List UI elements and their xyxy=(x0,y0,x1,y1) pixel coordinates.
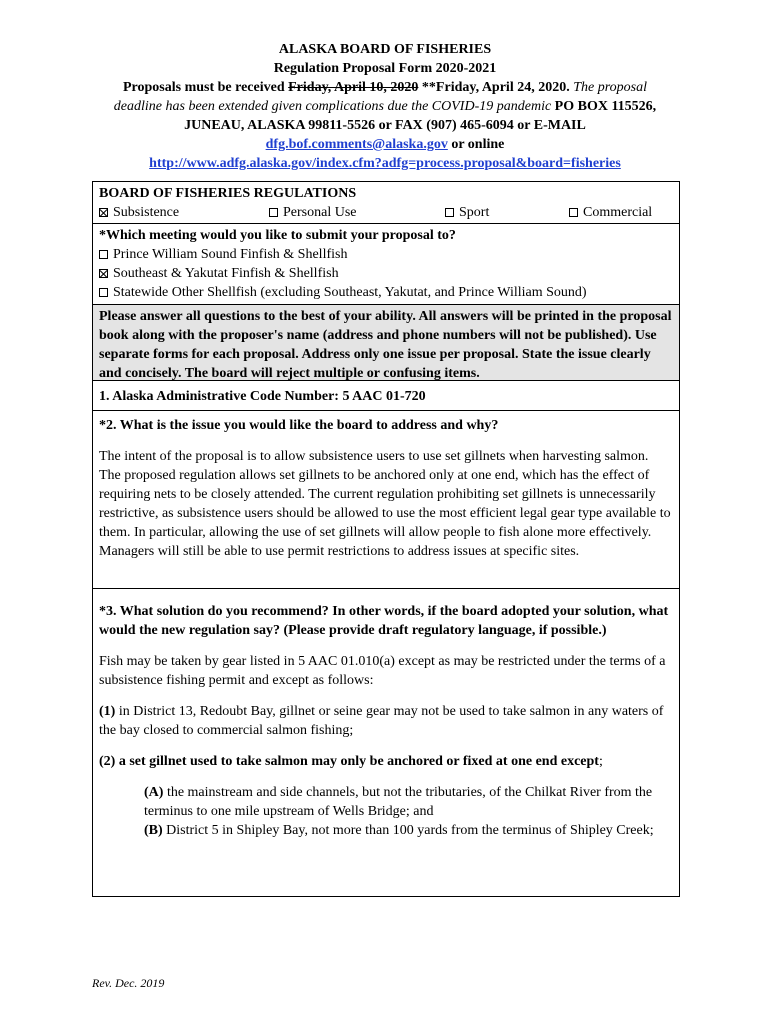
option-label: Personal Use xyxy=(283,205,357,220)
checkbox-icon[interactable] xyxy=(269,208,278,217)
regulations-section xyxy=(93,182,679,224)
deadline-note: The proposal xyxy=(569,80,647,95)
deadline-prefix: Proposals must be received xyxy=(122,80,289,95)
subitem-b xyxy=(144,821,673,840)
checkbox-icon[interactable] xyxy=(99,250,108,259)
option-label: Subsistence xyxy=(113,205,180,220)
item-text: in District 13, Redoubt Bay, gillnet or seine gear may not be used to take salmon in any waters of the bay closed to commercial salmon fishing; xyxy=(99,704,664,738)
option-label: Statewide Other Shellfish (excluding Southeast, Yakutat, and Prince William Sound) xyxy=(113,285,587,300)
item-label: (1) xyxy=(99,704,116,719)
meeting-option-statewide[interactable] xyxy=(99,283,673,302)
item-text: the mainstream and side channels, but not the tributaries, of the Chilkat River from the terminus to one mile upstream of Wells Bridge; and xyxy=(144,785,653,819)
option-commercial[interactable] xyxy=(569,203,652,222)
po-box: PO BOX 115526, xyxy=(554,99,657,114)
email-link[interactable]: dfg.bof.comments@alaska.gov xyxy=(265,137,448,152)
answer-3-item-2 xyxy=(99,752,673,771)
email-line xyxy=(60,135,710,154)
question-3: *3. What solution do you recommend? In other words, if the board adopted your solution, what would the new regulation say? (Please provide draft regulatory language, if possible.) xyxy=(99,604,669,638)
answer-3-subitems xyxy=(99,783,673,840)
covid-note: deadline has been extended given complications due the COVID-19 pandemic xyxy=(113,99,555,114)
question-2: *2. What is the issue you would like the board to address and why? xyxy=(99,418,499,433)
online-url-link[interactable]: http://www.adfg.alaska.gov/index.cfm?adfg=process.proposal&board=fisheries xyxy=(149,156,621,171)
instructions-box: Please answer all questions to the best of your ability. All answers will be printed in the proposal book along with the proposer's name (address and phone numbers will not be published). Use separate forms for each proposal. Address only one issue per proposal. State the issue clearly and concisely. The board will reject multiple or confusing items. xyxy=(93,305,679,381)
meeting-section xyxy=(93,224,679,305)
form-title: Regulation Proposal Form 2020-2021 xyxy=(273,61,497,76)
revision-footer: Rev. Dec. 2019 xyxy=(92,976,165,990)
meeting-option-southeast[interactable] xyxy=(99,264,673,283)
option-label: Southeast & Yakutat Finfish & Shellfish xyxy=(113,266,339,281)
email-suffix: or online xyxy=(447,137,505,152)
meeting-question: *Which meeting would you like to submit your proposal to? xyxy=(99,228,456,243)
old-deadline: Friday, April 10, 2020 xyxy=(288,80,419,95)
answer-3-item-1 xyxy=(99,702,673,740)
item-tail: ; xyxy=(598,754,603,769)
deadline-note-line xyxy=(60,97,710,116)
item-text: (2) a set gillnet used to take salmon may only be anchored or fixed at one end except xyxy=(99,754,599,769)
checkbox-icon[interactable] xyxy=(99,288,108,297)
item-label: (B) xyxy=(144,823,163,838)
address-line: JUNEAU, ALASKA 99811-5526 or FAX (907) 465-6094 or E-MAIL xyxy=(184,118,586,133)
proposal-form xyxy=(92,181,680,897)
question-1: 1. Alaska Administrative Code Number: 5 AAC 01-720 xyxy=(93,381,679,411)
new-deadline: **Friday, April 24, 2020. xyxy=(418,80,570,95)
checkbox-checked-icon[interactable] xyxy=(99,269,108,278)
regulation-type-options xyxy=(99,203,673,222)
meeting-option-pws[interactable] xyxy=(99,245,673,264)
option-label: Commercial xyxy=(583,205,653,220)
checkbox-checked-icon[interactable] xyxy=(99,208,108,217)
agency-title: ALASKA BOARD OF FISHERIES xyxy=(278,42,492,57)
question-2-section xyxy=(93,411,679,589)
answer-3-intro: Fish may be taken by gear listed in 5 AAC 01.010(a) except as may be restricted under the terms of a subsistence fishing permit and except as follows: xyxy=(99,654,666,688)
item-text: District 5 in Shipley Bay, not more than 100 yards from the terminus of Shipley Creek; xyxy=(162,823,654,838)
answer-2: The intent of the proposal is to allow subsistence users to use set gillnets when harvesting salmon. The proposed regulation allows set gillnets to be anchored only at one end, which has the effect of requiring nets to be closely attended. The current regulation prohibiting set gillnets is unnecessarily restrictive, as subsistence users should be allowed to use the most efficient legal gear type available to them. In particular, allowing the use of set gillnets will allow people to fish alone more effectively. Managers will still be able to use permit restrictions to address issues at specific sites. xyxy=(99,449,671,559)
item-label: (A) xyxy=(144,785,164,800)
option-label: Sport xyxy=(459,205,490,220)
subitem-a xyxy=(144,783,673,821)
regulations-title: BOARD OF FISHERIES REGULATIONS xyxy=(99,186,357,201)
option-label: Prince William Sound Finfish & Shellfish xyxy=(113,247,348,262)
deadline-line xyxy=(60,78,710,97)
question-3-section xyxy=(93,589,679,896)
option-personal-use[interactable] xyxy=(269,203,445,222)
checkbox-icon[interactable] xyxy=(569,208,578,217)
checkbox-icon[interactable] xyxy=(445,208,454,217)
option-sport[interactable] xyxy=(445,203,569,222)
option-subsistence[interactable] xyxy=(99,203,269,222)
form-header xyxy=(60,40,710,173)
